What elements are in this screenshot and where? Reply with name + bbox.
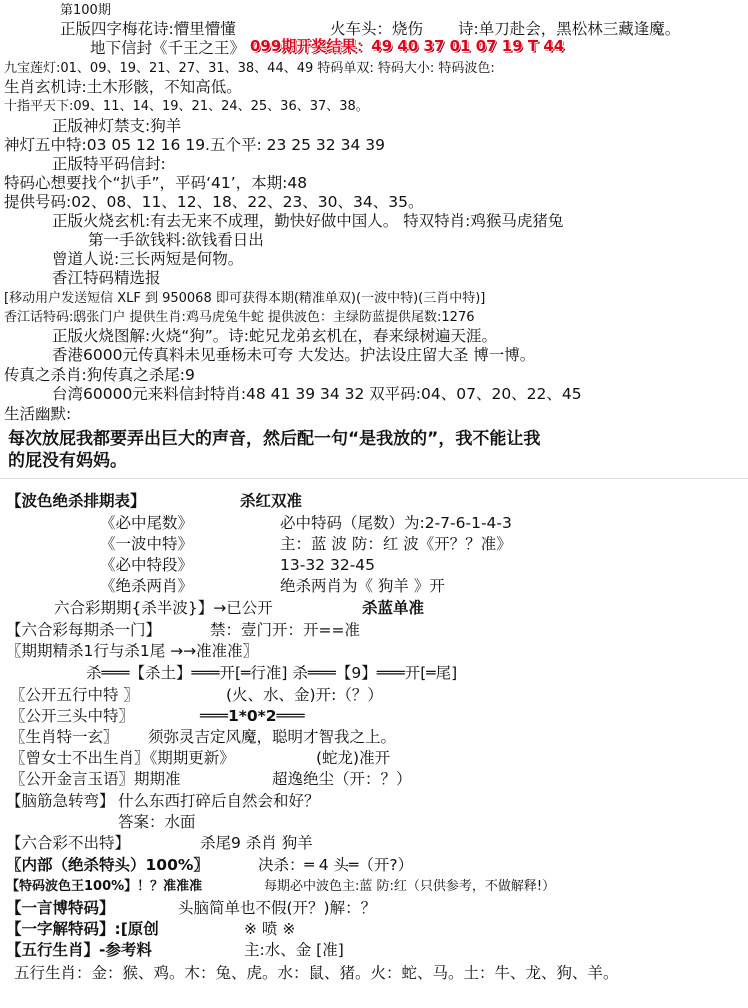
info-line: [移动用户发送短信 XLF 到 950068 即可获得本期(精准单双)(一波中特)(三肖中特)] — [4, 291, 486, 306]
wave-king-value: 每期必中波色主:蓝 防:红（只供参考，不做解释!） — [264, 879, 556, 894]
inner-value: 决杀：═ 4 头═（开?） — [258, 856, 414, 874]
section-title-right: 杀红双准 — [240, 492, 303, 510]
wuxing-list: 五行生肖：金：猴、鸡。木：兔、虎。水：鼠、猪。火：蛇、马。土：牛、龙、狗、羊。 — [14, 964, 619, 982]
row-left: 《一波中特》 — [100, 535, 194, 553]
poem-title: 正版四字梅花诗:懵里懵懂 — [60, 20, 236, 38]
no-zodiac-label: 【六合彩不出特】 — [6, 834, 131, 852]
section-title: 【波色绝杀排期表】 — [6, 492, 146, 510]
one-char-label: 【一字解特码】:[原创 — [6, 920, 159, 938]
info-line: 台湾60000元来料信封特肖:48 41 39 34 32 双平码:04、07、20、22、45 — [52, 385, 582, 403]
zodiac-one-label: 〖生肖特一玄〗 — [10, 728, 119, 746]
jade-value: 超逸绝尘（开：？） — [272, 770, 412, 788]
row-left: 《绝杀两肖》 — [100, 577, 194, 595]
madame-label: 〖曾女士不出生肖〗《期期更新》 — [10, 749, 235, 767]
divider — [0, 478, 748, 479]
one-char-value: ※ 喷 ※ — [244, 920, 296, 938]
info-line: 正版神灯禁支:狗羊 — [52, 117, 182, 135]
wave-king-label: 【特码波色王100%】！？准准准 — [6, 879, 203, 894]
info-line: 香江话特码:鸱张门户 提供生肖:鸡马虎兔牛蛇 提供波色：主绿防蓝提供尾数:1276 — [4, 310, 475, 325]
info-line: 香港6000元传真料未见垂杨未可夸 大发达。护法设庄留大圣 博一博。 — [52, 346, 536, 364]
madame-value: (蛇龙)准开 — [316, 749, 391, 767]
riddle-label: 【脑筋急转弯】 — [6, 792, 115, 810]
three-tail-label: 〖公开三头中特〗 — [10, 707, 135, 725]
row-right: 绝杀两肖为《 狗羊 》开 — [280, 577, 445, 595]
train-head: 火车头：烧伤 — [330, 20, 424, 38]
poem-line: 诗:单刀赴会，黑松林三藏逢魔。 — [458, 20, 681, 38]
info-line: 生活幽默: — [4, 405, 72, 423]
kill-door-value: 禁：壹门开：开==准 — [210, 621, 360, 639]
info-line: 十指平天下:09、11、14、19、21、24、25、36、37、38。 — [4, 99, 369, 114]
info-line: 生肖玄机诗:土木形骸，不知高低。 — [4, 78, 242, 96]
info-line: 正版火烧玄机:有去无来不成理，勤快好做中国人。 特双特肖:鸡猴马虎猪兔 — [52, 212, 564, 230]
info-line: 香江特码精选报 — [52, 269, 161, 287]
wuxing-label: 【五行生肖】-参考料 — [6, 941, 152, 959]
wuxing-value: 主:水、金 [准] — [244, 941, 344, 959]
info-line: 提供号码:02、08、11、12、18、22、23、30、34、35。 — [4, 193, 424, 211]
liuhe-half: 六合彩期期{杀半波}】→已公开 — [54, 599, 273, 617]
joke-line-1: 每次放屁我都要弄出巨大的声音，然后配一句“是我放的”，我不能让我 — [8, 429, 541, 449]
info-line: 正版火烧图解:火烧“狗”。诗:蛇兄龙弟玄机在，春来绿树遍天涯。 — [52, 327, 498, 345]
no-zodiac-value: 杀尾9 杀肖 狗羊 — [200, 834, 313, 852]
tail-line: 杀═══【杀土】═══开[═行准] 杀═══【9】═══开[═尾] — [86, 664, 458, 682]
info-line: 特码心想要找个“扒手”，平码‘41’，本期:48 — [4, 174, 308, 192]
zodiac-one-value: 须弥灵吉定风魔，聪明才智我之上。 — [148, 728, 397, 746]
row-left: 《必中特段》 — [100, 556, 194, 574]
joke-line-2: 的屁没有妈妈。 — [8, 451, 127, 471]
draw-result: 099期开奖结果：49 40 37 01 07 19 T 44 — [250, 37, 565, 55]
riddle-question: 什么东西打碎后自然会和好？ — [118, 792, 320, 810]
one-word-value: 头脑简单也不假(开？)解：？ — [178, 899, 377, 917]
info-line: 九宝莲灯:01、09、19、21、27、31、38、44、49 特码单双: 特码大小: 特码波色: — [4, 61, 495, 76]
inner-label: 〖内部（绝杀特头）100%〗 — [6, 856, 209, 874]
info-line: 曾道人说:三长两短是何物。 — [52, 250, 244, 268]
five-elements-label: 〖公开五行中特 〗 — [10, 686, 139, 704]
info-line: 正版特平码信封: — [52, 155, 166, 173]
info-line: 传真之杀肖:狗传真之杀尾:9 — [4, 366, 195, 384]
row-right: 主：蓝 波 防：红 波《开？？准》 — [280, 535, 512, 553]
row-right: 必中特码（尾数）为:2-7-6-1-4-3 — [280, 514, 512, 532]
row-left: 《必中尾数》 — [100, 514, 194, 532]
row-right: 13-32 32-45 — [280, 556, 376, 574]
riddle-answer: 答案：水面 — [118, 813, 196, 831]
tail-title: 〖期期精杀1行与杀1尾 →→准准准〗 — [6, 642, 259, 660]
info-line: 神灯五中特:03 05 12 16 19.五个平: 23 25 32 34 39 — [4, 136, 385, 154]
one-word-label: 【一言博特码】 — [6, 899, 115, 917]
issue-number: 第100期 — [60, 3, 111, 18]
jade-label: 〖公开金言玉语〗期期准 — [10, 770, 181, 788]
info-line: 第一手欲钱料:欲钱看日出 — [88, 231, 264, 249]
liuhe-half-right: 杀蓝单准 — [362, 599, 425, 617]
five-elements-value: (火、水、金)开:（？） — [226, 686, 383, 704]
three-tail-value: ═══1*0*2═══ — [200, 707, 305, 725]
kill-door: 【六合彩每期杀一门】 — [6, 621, 162, 639]
letter-title: 地下信封《千王之王》 — [90, 39, 246, 57]
